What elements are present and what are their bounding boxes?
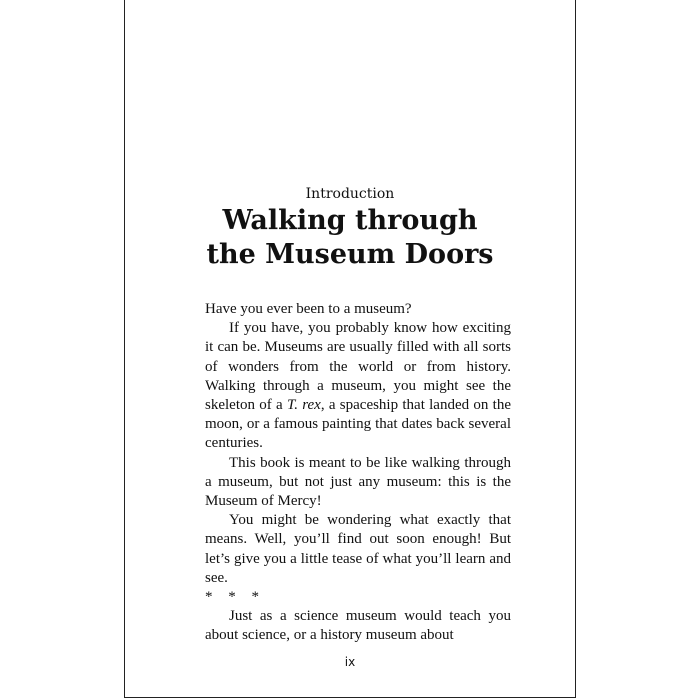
chapter-title-line-1: Walking through bbox=[222, 205, 478, 236]
paragraph-3: This book is meant to be like walking through a museum, but not just any museum: this is the Museum of Mercy! bbox=[205, 454, 511, 510]
paragraph-2 bbox=[205, 319, 511, 453]
paragraph-1: Have you ever been to a museum? bbox=[205, 301, 412, 317]
book-page bbox=[124, 0, 576, 698]
chapter-title bbox=[125, 204, 575, 272]
page-number: ix bbox=[344, 655, 356, 669]
paragraph-5: Just as a science museum would teach you about science, or a history museum about bbox=[205, 608, 511, 644]
paragraph-4: You might be wondering what exactly that means. Well, you’ll find out soon enough! But let’s give you a little tease of what you’ll learn and see. bbox=[205, 512, 511, 586]
paragraph-2-italic: T. rex bbox=[286, 397, 321, 414]
paragraph-2-text-after: , a spaceship that landed on the moon, or a famous painting that dates back several centuries. bbox=[205, 397, 512, 452]
chapter-label: Introduction bbox=[305, 186, 395, 202]
section-separator: * * * bbox=[205, 589, 265, 606]
chapter-title-line-2: the Museum Doors bbox=[206, 239, 494, 270]
body-text bbox=[205, 300, 511, 646]
paragraph-2-text-before: If you have, you probably know how exciting it can be. Museums are usually filled with all sorts of wonders from the world or from history. Walking through a museum, you might see the skeleton of a bbox=[205, 320, 511, 414]
